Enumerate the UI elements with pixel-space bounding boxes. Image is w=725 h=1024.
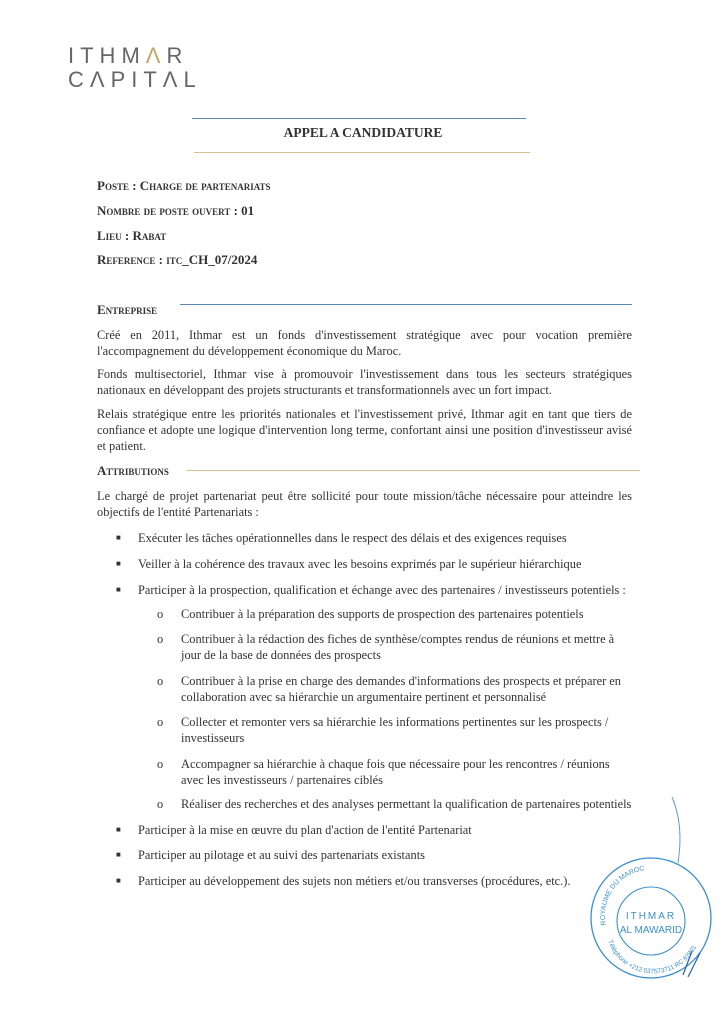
sub-list-item: o Accompagner sa hiérarchie à chaque fois que nécessaire pour les rencontres / réunions avec les investisseurs / partenaires ciblés [157, 757, 610, 787]
stamp-bottom-text: Téléphone +212 537573711 RC 87891 [606, 939, 699, 976]
section-heading-entreprise: Entreprise [97, 302, 158, 317]
list-item: ■ Participer au pilotage et au suivi des partenariats existants [116, 848, 425, 862]
sub-list-item: o Contribuer à la préparation des supports de prospection des partenaires potentiels [157, 607, 584, 621]
sub-list-item: o Contribuer à la prise en charge des demandes d'informations des prospects et préparer en collaboration avec sa hiérarchie un argumentaire pertinent et personnalisé [157, 674, 621, 704]
meta-nombre: Nombre de poste ouvert : 01 [97, 203, 255, 218]
paragraph: Créé en 2011, Ithmar est un fonds d'investissement stratégique avec pour vocation première l'accompagnement du développement économique du Maroc. [97, 328, 632, 358]
stamp-center-line2: AL MAWARID [619, 925, 683, 936]
ithmar-capital-logo: ITHMΛR CΛPITΛL [68, 43, 202, 92]
list-item: ■ Participer à la prospection, qualification et échange avec des partenaires / investisseurs potentiels : [116, 583, 626, 597]
section-heading-attributions: Attributions [97, 463, 169, 478]
sub-list-item: o Collecter et remonter vers sa hiérarchie les informations pertinentes sur les prospects / investisseurs [157, 715, 609, 745]
title-rule-bottom [194, 152, 530, 153]
title-rule-top [192, 118, 526, 119]
list-item: ■ Participer au développement des sujets non métiers et/ou transverses (procédures, etc.). [116, 874, 571, 888]
company-stamp [588, 855, 714, 981]
meta-reference: Reference : itc_CH_07/2024 [97, 252, 258, 267]
paragraph: Fonds multisectoriel, Ithmar vise à promouvoir l'investissement dans tous les secteurs stratégiques nationaux en développant des projets structurants et transformationnels avec un fort impact. [97, 367, 632, 397]
meta-lieu: Lieu : Rabat [97, 228, 167, 243]
stamp-center-line1: ITHMAR [625, 911, 677, 922]
section-rule [186, 470, 640, 471]
sub-list-item: o Contribuer à la rédaction des fiches de synthèse/comptes rendus de réunions et mettre à jour de la base de données des prospects [157, 632, 615, 662]
meta-poste: Poste : Charge de partenariats [97, 178, 271, 193]
section-rule [180, 304, 632, 305]
paragraph: Le chargé de projet partenariat peut être sollicité pour toute mission/tâche nécessaire pour atteindre les objectifs de l'entité Partenariats : [97, 489, 632, 519]
list-item: ■ Veiller à la cohérence des travaux avec les besoins exprimés par le supérieur hiérarchique [116, 557, 582, 571]
page-title: APPEL A CANDIDATURE [283, 125, 443, 140]
sub-list-item: o Réaliser des recherches et des analyses permettant la qualification de partenaires potentiels [157, 797, 632, 811]
paragraph: Relais stratégique entre les priorités nationales et l'investissement privé, Ithmar agit en tant que tiers de confiance et adopte une logique d'intervention long terme, confortant ainsi une position d'investisseur avisé et patient. [97, 407, 632, 453]
stamp-top-text: ROYAUME DU MAROC [600, 865, 646, 926]
list-item: ■ Exécuter les tâches opérationnelles dans le respect des délais et des exigences requises [116, 531, 567, 545]
list-item: ■ Participer à la mise en œuvre du plan d'action de l'entité Partenariat [116, 823, 472, 837]
